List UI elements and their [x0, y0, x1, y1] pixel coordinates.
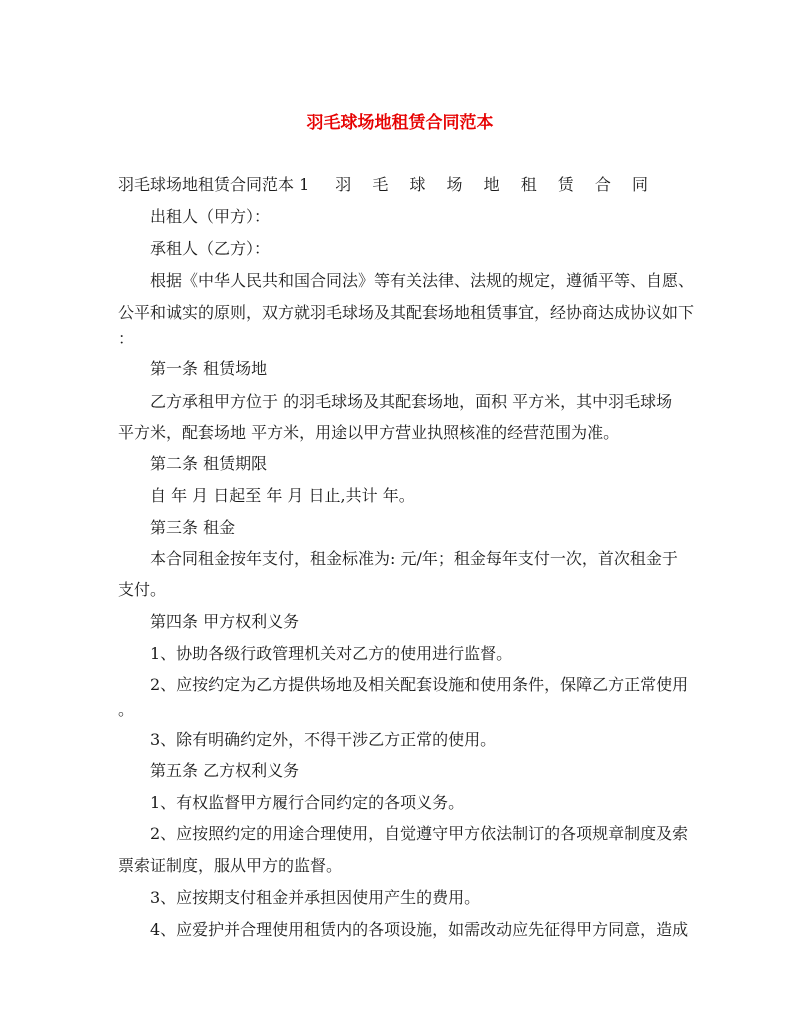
paragraph-line: 1、有权监督甲方履行合同约定的各项义务。: [150, 793, 465, 812]
paragraph-line: 自 年 月 日起至 年 月 日止,共计 年。: [150, 486, 415, 505]
article-heading: 第一条 租赁场地: [150, 359, 268, 378]
paragraph-line: 公平和诚实的原则，双方就羽毛球场及其配套场地租赁事宜，经协商达成协议如下: [118, 303, 695, 322]
article-heading: 第四条 甲方权利义务: [150, 612, 300, 631]
document-title: 羽毛球场地租赁合同范本: [306, 113, 494, 133]
article-heading: 第五条 乙方权利义务: [150, 761, 300, 780]
paragraph-line: 根据《中华人民共和国合同法》等有关法律、法规的规定，遵循平等、自愿、: [150, 271, 695, 290]
contract-heading: [118, 173, 688, 197]
heading-left: 羽毛球场地租赁合同范本 1: [118, 175, 310, 194]
paragraph-line: 乙方承租甲方位于 的羽毛球场及其配套场地，面积 平方米，其中羽毛球场: [150, 392, 673, 411]
paragraph-line: 2、应按约定为乙方提供场地及相关配套设施和使用条件，保障乙方正常使用: [150, 675, 689, 694]
paragraph-line: 平方米，配套场地 平方米，用途以甲方营业执照核准的经营范围为准。: [118, 423, 620, 442]
paragraph-line: 票索证制度，服从甲方的监督。: [118, 856, 343, 875]
heading-right: 羽 毛 球 场 地 租 赁 合 同: [335, 175, 656, 194]
paragraph-line: 4、应爱护并合理使用租赁内的各项设施，如需改动应先征得甲方同意，造成: [150, 920, 689, 939]
paragraph-line: 3、除有明确约定外，不得干涉乙方正常的使用。: [150, 730, 497, 749]
paragraph-line: 2、应按照约定的用途合理使用，自觉遵守甲方依法制订的各项规章制度及索: [150, 824, 689, 843]
paragraph-line: 。: [118, 700, 135, 719]
paragraph-line: 3、应按期支付租金并承担因使用产生的费用。: [150, 888, 481, 907]
paragraph-line: 支付。: [118, 580, 167, 599]
paragraph-line: ：: [118, 329, 135, 348]
paragraph-line: 1、协助各级行政管理机关对乙方的使用进行监督。: [150, 644, 513, 663]
lessor-line: 出租人（甲方）：: [150, 207, 271, 226]
article-heading: 第二条 租赁期限: [150, 454, 268, 473]
lessee-line: 承租人（乙方）：: [150, 239, 271, 258]
article-heading: 第三条 租金: [150, 518, 236, 537]
paragraph-line: 本合同租金按年支付，租金标准为: 元/年；租金每年支付一次，首次租金于: [150, 549, 678, 568]
